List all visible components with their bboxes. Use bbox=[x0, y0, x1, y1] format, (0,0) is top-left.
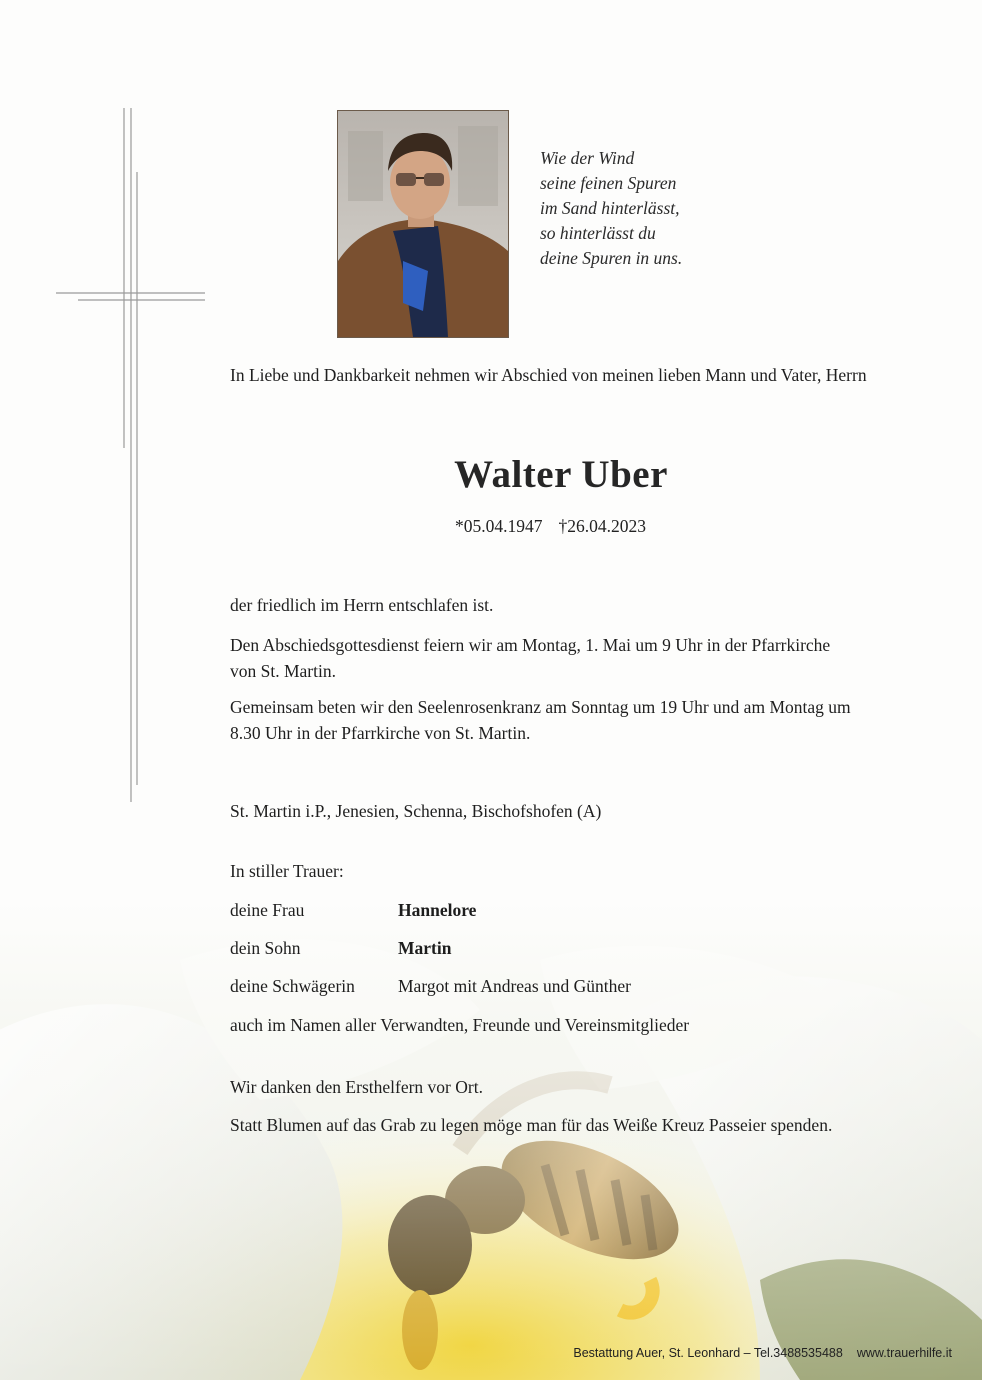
website-link[interactable]: www.trauerhilfe.it bbox=[856, 1346, 952, 1360]
death-date: †26.04.2023 bbox=[558, 516, 646, 536]
relative-relation: deine Schwägerin bbox=[230, 976, 355, 996]
relative-relation: dein Sohn bbox=[230, 938, 301, 958]
donation-note: Statt Blumen auf das Grab zu legen möge man für das Weiße Kreuz Passeier spenden. bbox=[230, 1115, 833, 1135]
relative-row bbox=[230, 935, 451, 961]
footer bbox=[573, 1346, 952, 1360]
paragraph-passed: der friedlich im Herrn entschlafen ist. bbox=[230, 595, 494, 615]
deceased-name: Walter Uber bbox=[454, 453, 668, 496]
paragraph-rosary: Gemeinsam beten wir den Seelenrosenkranz am Sonntag um 19 Uhr und am Montag um 8.30 Uhr in der Pfarrkirche von St. Martin. bbox=[230, 697, 851, 743]
relative-name: Martin bbox=[398, 938, 452, 958]
funeral-home: Bestattung Auer, St. Leonhard – Tel.3488535488 bbox=[573, 1346, 843, 1360]
thanks-line: Wir danken den Ersthelfern vor Ort. bbox=[230, 1077, 483, 1097]
places-line: St. Martin i.P., Jenesien, Schenna, Bischofshofen (A) bbox=[230, 801, 602, 821]
relative-name: Margot mit Andreas und Günther bbox=[398, 976, 631, 996]
also-on-behalf: auch im Namen aller Verwandten, Freunde und Vereinsmitglieder bbox=[230, 1015, 690, 1035]
relative-row bbox=[230, 973, 631, 999]
intro-text: In Liebe und Dankbarkeit nehmen wir Abschied von meinen lieben Mann und Vater, Herrn bbox=[230, 365, 867, 385]
relative-relation: deine Frau bbox=[230, 900, 305, 920]
relative-name: Hannelore bbox=[398, 900, 477, 920]
life-dates bbox=[455, 516, 646, 537]
mourning-heading: In stiller Trauer: bbox=[230, 861, 344, 881]
memorial-quote: Wie der Wind seine feinen Spuren im Sand hinterlässt, so hinterlässt du deine Spuren in uns. bbox=[540, 148, 683, 268]
paragraph-service: Den Abschiedsgottesdienst feiern wir am Montag, 1. Mai um 9 Uhr in der Pfarrkirche von St. Martin. bbox=[230, 635, 831, 681]
relative-row bbox=[230, 897, 476, 923]
flower-bee-background bbox=[0, 900, 982, 1380]
birth-date: *05.04.1947 bbox=[455, 516, 543, 536]
portrait-photo bbox=[337, 110, 509, 338]
